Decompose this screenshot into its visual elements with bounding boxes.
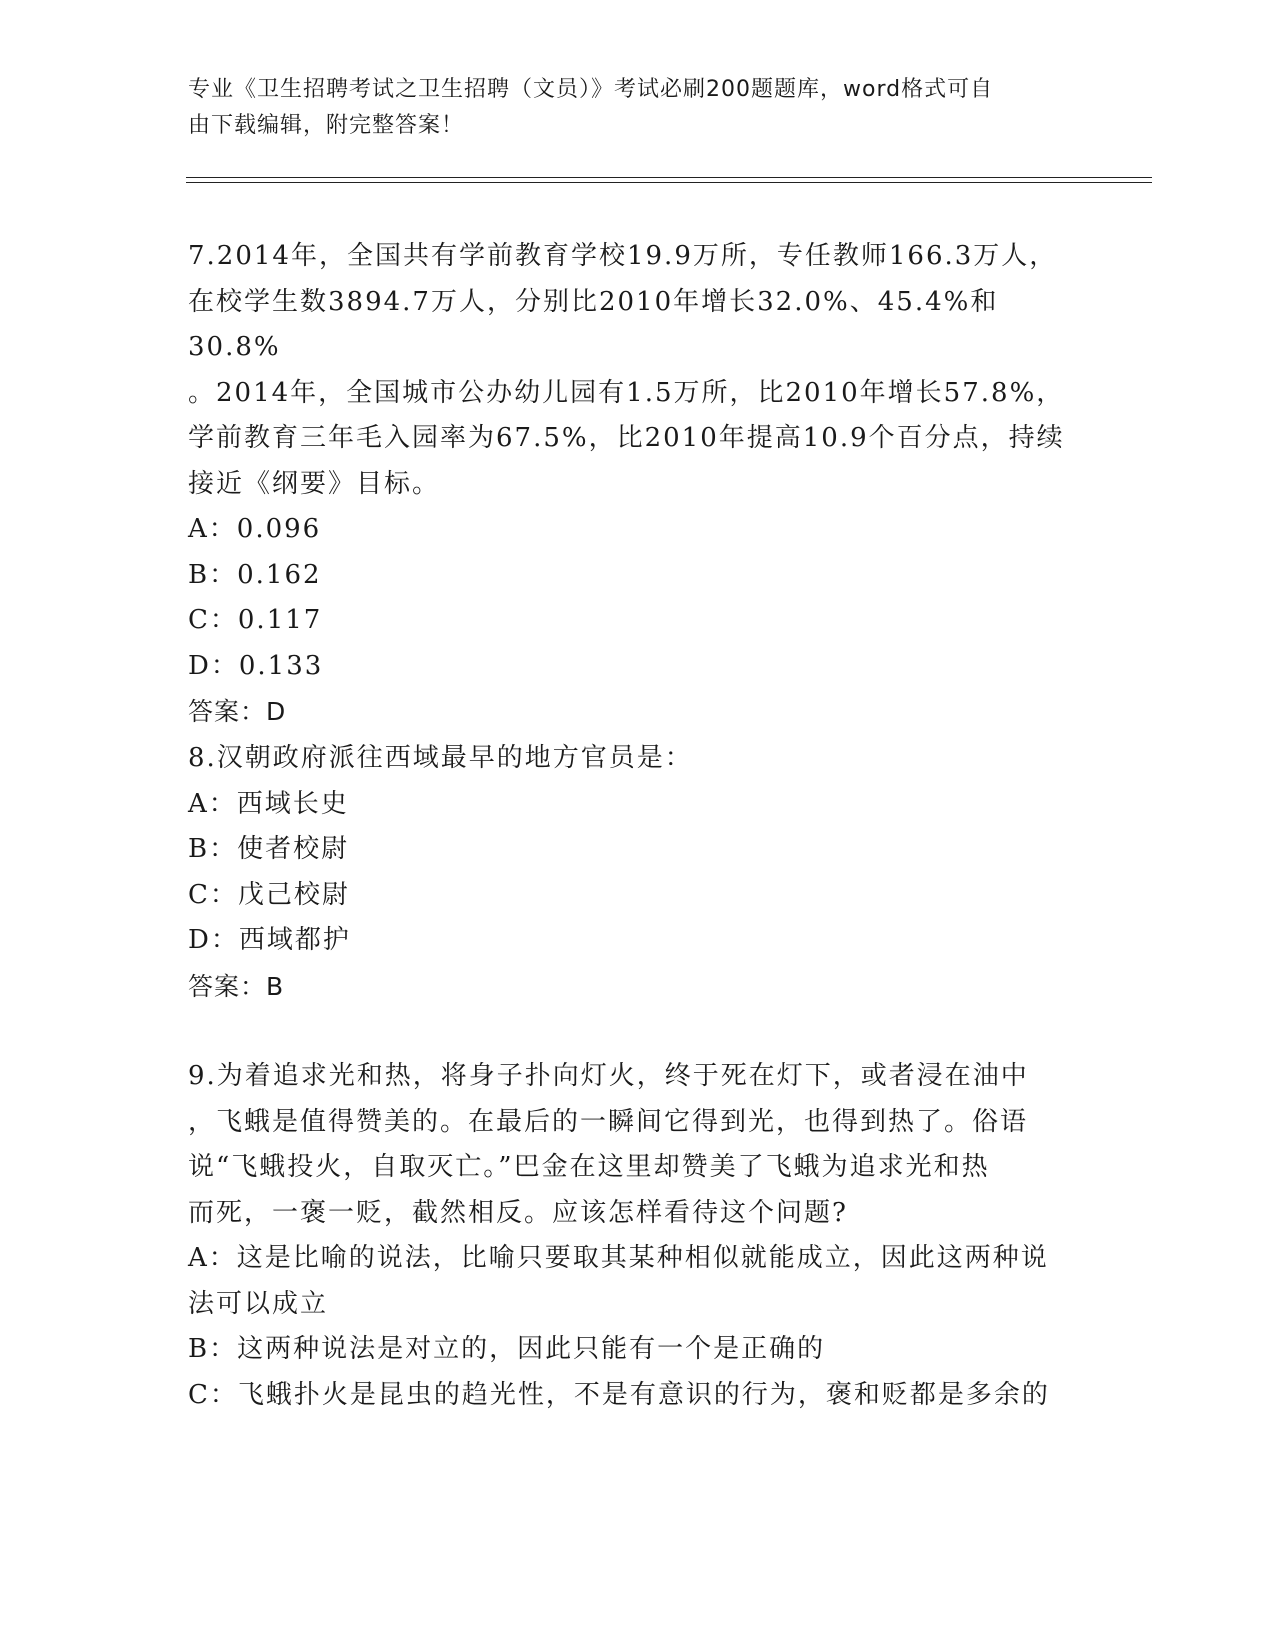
question-stem-line: 7.2014年，全国共有学前教育学校19.9万所，专任教师166.3万人， (188, 241, 1058, 271)
option-c: C：飞蛾扑火是昆虫的趋光性，不是有意识的行为，褒和贬都是多余的 (188, 1379, 1050, 1410)
question-stem-line: 说“飞蛾投火，自取灭亡。”巴金在这里却赞美了飞蛾为追求光和热 (188, 1152, 990, 1182)
option-a-continued: 法可以成立 (188, 1288, 329, 1319)
document-header (188, 72, 1068, 144)
question-stem-line: 而死，一褒一贬，截然相反。应该怎样看待这个问题? (188, 1197, 848, 1228)
option-b: B：使者校尉 (188, 834, 350, 864)
question-stem-line: ，飞蛾是值得赞美的。在最后的一瞬间它得到光，也得到热了。俗语 (188, 1106, 1029, 1137)
option-a: A：西域长史 (188, 788, 349, 819)
option-b: B：0.162 (188, 559, 322, 590)
question-stem-line: 。2014年，全国城市公办幼儿园有1.5万所，比2010年增长57.8%， (188, 377, 1065, 408)
header-line-2: 由下载编辑，附完整答案！ (188, 113, 465, 138)
header-divider-bottom (186, 182, 1152, 183)
question-stem-line: 8.汉朝政府派往西域最早的地方官员是： (188, 743, 693, 773)
question-stem-line: 在校学生数3894.7万人，分别比2010年增长32.0%、45.4%和30.8% (188, 286, 999, 362)
answer-line: 答案：D (188, 697, 287, 726)
option-d: D：西域都护 (188, 925, 351, 955)
option-b: B：这两种说法是对立的，因此只能有一个是正确的 (188, 1334, 826, 1364)
option-c: C：戊己校尉 (188, 879, 350, 910)
question-stem-line: 接近《纲要》目标。 (188, 468, 441, 499)
header-line-1: 专业《卫生招聘考试之卫生招聘（文员）》考试必刷200题题库，word格式可自 (188, 77, 994, 102)
option-a: A：0.096 (188, 514, 322, 544)
question-9 (188, 1054, 1088, 1418)
question-7 (188, 234, 1088, 735)
question-stem-line: 学前教育三年毛入园率为67.5%，比2010年提高10.9个百分点，持续 (188, 423, 1065, 453)
question-stem-line: 9.为着追求光和热，将身子扑向灯火，终于死在灯下，或者浸在油中 (188, 1061, 1029, 1091)
header-divider-top (186, 177, 1152, 178)
answer-line: 答案：B (188, 971, 285, 1001)
option-a: A：这是比喻的说法，比喻只要取其某种相似就能成立，因此这两种说 (188, 1243, 1049, 1273)
question-8 (188, 736, 1088, 1009)
option-d: D：0.133 (188, 650, 324, 681)
option-c: C：0.117 (188, 605, 323, 635)
